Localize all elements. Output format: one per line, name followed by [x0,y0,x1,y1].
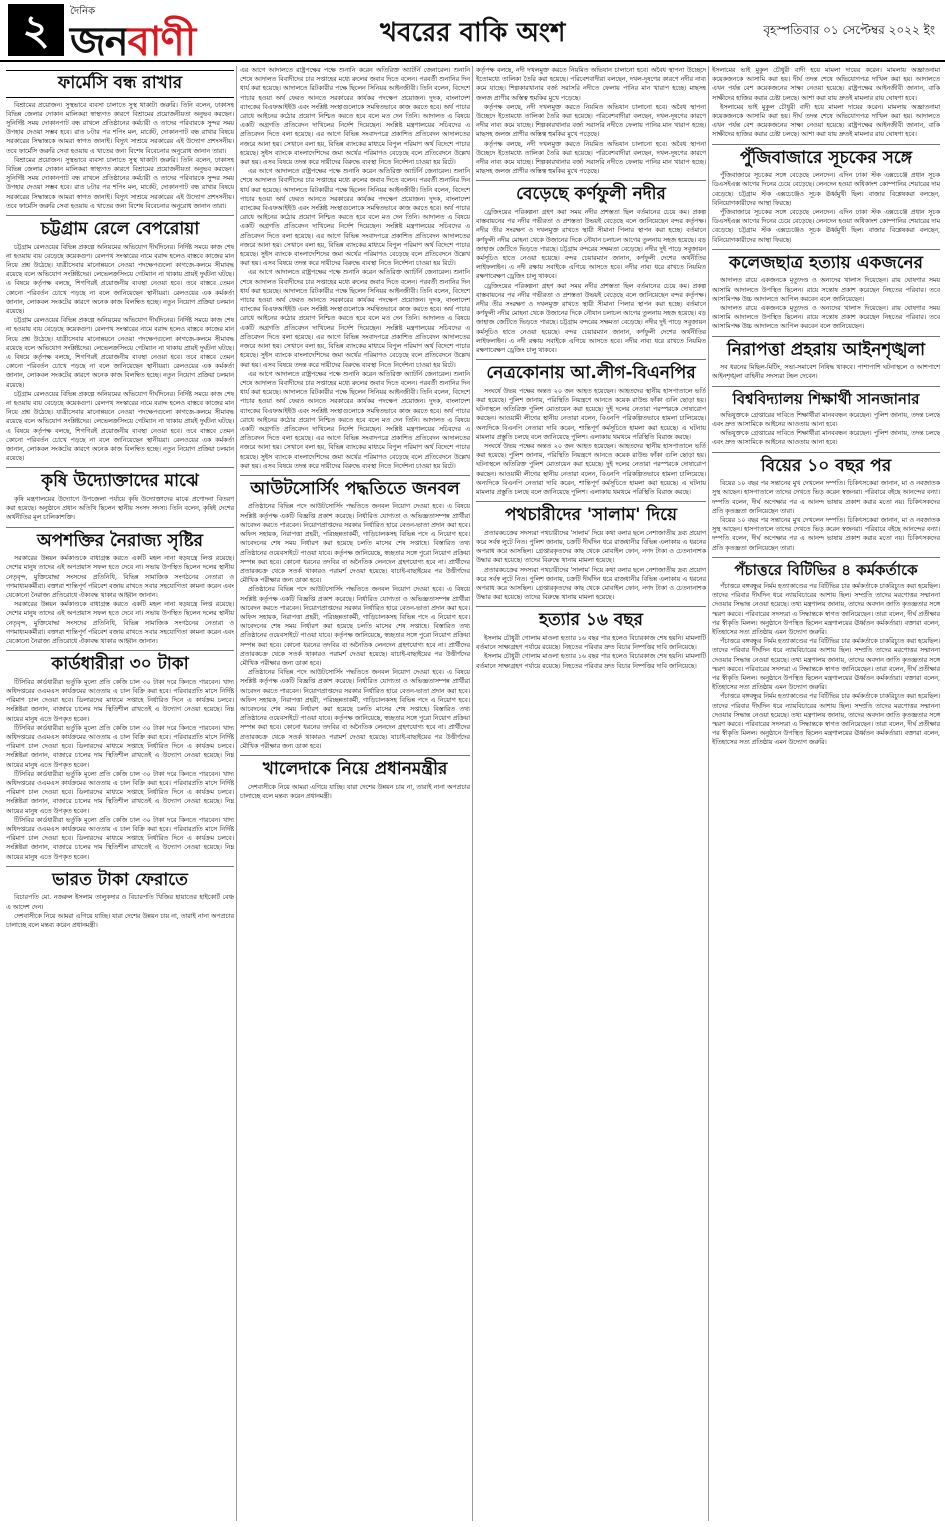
headline-security: নিরাপত্তা প্রহরায় আইনশৃঙ্খলা [726,339,926,360]
story-outsourcing [240,480,470,751]
story-text: প্রতিষ্ঠানের বিভিন্ন পদে আউটসোর্সিং পদ্ধতিতে জনবল নিয়োগ দেওয়া হবে। এ বিষয়ে সংশ্লিষ্ট কর্তৃপক্ষ একটি বিজ্ঞপ্তি প্রকাশ করেছে। নির্ধারিত যোগ্যতা ও অভিজ্ঞতাসম্পন্ন প্রার্থীরা আবেদন করতে পারবেন। নিয়োগপ্রাপ্তদের সরকার নির্ধারিত হারে বেতন-ভাতা প্রদান করা হবে। অফিস সহায়ক, নিরাপত্তা প্রহরী, পরিচ্ছন্নতাকর্মী, গাড়িচালকসহ বিভিন্ন পদে এ নিয়োগ হবে। আবেদনের শেষ সময় নির্ধারণ করা হয়েছে চলতি মাসের শেষ সপ্তাহে। বিস্তারিত তথ্য প্রতিষ্ঠানের ওয়েবসাইটে পাওয়া যাবে। কর্তৃপক্ষ জানিয়েছে, স্বচ্ছতার সঙ্গে পুরো নিয়োগ প্রক্রিয়া সম্পন্ন করা হবে। কোনো ধরনের তদবির বা অনৈতিক লেনদেন গ্রহণযোগ্য হবে না। প্রার্থীদের প্রতারকচক্র থেকে সতর্ক থাকারও পরামর্শ দেওয়া হয়েছে। যাচাই-বাছাইয়ের পর উত্তীর্ণদের মৌখিক পরীক্ষার জন্য ডাকা হবে। [240,503,470,585]
section-title: খবরের বাকি অংশ [380,18,566,48]
story-text: পঁচাত্তরে বঙ্গবন্ধুর নির্মম হত্যাকাণ্ডের পর বিটিভির চার কর্মকর্তাকে চাকরিচ্যুত করা হয়েছিল। তাদের পরিবার দীর্ঘদিন ধরে ন্যায়বিচারের আশায় ছিল। সম্প্রতি তাদের মরণোত্তর সম্মাননা দেওয়ার সিদ্ধান্ত নেওয়া হয়েছে। তথ্য মন্ত্রণালয় জানায়, তাদের অবদান জাতি কৃতজ্ঞতার সঙ্গে স্মরণ করবে। পরিবারের সদস্যরা এ সিদ্ধান্তকে স্বাগত জানিয়েছেন। তারা বলেন, দীর্ঘ প্রতীক্ষার পর স্বীকৃতি মিলল। অনুষ্ঠানে উপস্থিত ছিলেন মন্ত্রণালয়ের ঊর্ধ্বতন কর্মকর্তারা। বক্তারা বলেন, ইতিহাসের সত্য প্রতিষ্ঠায় এমন উদ্যোগ জরুরি। [712,693,940,747]
story-divider [712,386,940,387]
headline-netrokona: নেত্রকোনায় আ.লীগ-বিএনপির [486,363,696,384]
headline-ctg-rail: চট্টগ্রাম রেলে বেপরোয়া [40,218,200,239]
story-text: চট্টগ্রাম রেলওয়ের বিভিন্ন প্রকল্পে অনিয়মের অভিযোগ দীর্ঘদিনের। নির্দিষ্ট সময়ে কাজ শেষ না হওয়ায় ব্যয় বেড়েছে কয়েকগুণ। রেলপথ সংস্কারের নামে বরাদ্দ হলেও বাস্তবে কাজের মান নিয়ে প্রশ্ন উঠেছে। যাত্রীসেবার মানোন্নয়নে নেওয়া পদক্ষেপগুলো কাগজে-কলমে সীমাবদ্ধ রয়েছে বলে অভিযোগ সংশ্লিষ্টদের। লেভেলক্রসিংয়ে গেটম্যান না থাকায় প্রায়ই দুর্ঘটনা ঘটছে। এ বিষয়ে কর্তৃপক্ষ বলছে, শিগগিরই প্রয়োজনীয় ব্যবস্থা নেওয়া হবে। তবে বাস্তবে তেমন কোনো পরিবর্তন চোখে পড়ছে না বলে জানিয়েছেন স্থানীয়রা। রেলওয়ের এক কর্মকর্তা জানান, লোকবল সংকটের কারণে অনেক কাজ বিলম্বিত হচ্ছে। নতুন নিয়োগ প্রক্রিয়া চলমান রয়েছে। [6,243,234,315]
story-text: প্রতারকচক্রের সদস্যরা পথচারীদের 'সালাম' দিয়ে কথা বলার ছলে নেশাজাতীয় দ্রব্য প্রয়োগ করে সর্বস্ব লুটে নিত। পুলিশ জানায়, চক্রটি দীর্ঘদিন ধরে রাজধানীর বিভিন্ন এলাকায় এ ধরনের অপরাধ করে আসছিল। গ্রেপ্তারকৃতদের কাছ থেকে মোবাইল ফোন, নগদ টাকা ও চেতনানাশক উদ্ধার করা হয়েছে। তাদের বিরুদ্ধে থানায় মামলা হয়েছে। [476,529,706,565]
headline-student-murder: কলেজছাত্র হত্যায় একজনের [728,252,924,273]
story-text: চট্টগ্রাম রেলওয়ের বিভিন্ন প্রকল্পে অনিয়মের অভিযোগ দীর্ঘদিনের। নির্দিষ্ট সময়ে কাজ শেষ না হওয়ায় ব্যয় বেড়েছে কয়েকগুণ। রেলপথ সংস্কারের নামে বরাদ্দ হলেও বাস্তবে কাজের মান নিয়ে প্রশ্ন উঠেছে। যাত্রীসেবার মানোন্নয়নে নেওয়া পদক্ষেপগুলো কাগজে-কলমে সীমাবদ্ধ রয়েছে বলে অভিযোগ সংশ্লিষ্টদের। লেভেলক্রসিংয়ে গেটম্যান না থাকায় প্রায়ই দুর্ঘটনা ঘটছে। এ বিষয়ে কর্তৃপক্ষ বলছে, শিগগিরই প্রয়োজনীয় ব্যবস্থা নেওয়া হবে। তবে বাস্তবে তেমন কোনো পরিবর্তন চোখে পড়ছে না বলে জানিয়েছেন স্থানীয়রা। রেলওয়ের এক কর্মকর্তা জানান, লোকবল সংকটের কারণে অনেক কাজ বিলম্বিত হচ্ছে। নতুন নিয়োগ প্রক্রিয়া চলমান রয়েছে। [6,317,234,389]
column-4 [712,66,940,1521]
story-sanjana [712,391,940,448]
story-student-murder [712,254,940,332]
story-pm-khaleda [240,760,470,801]
story-card-holders [6,655,234,862]
headline-salam: পথচারীদের 'সালাম' দিয়ে [504,505,678,526]
daily-label: দৈনিক [70,6,96,17]
story-divider [476,359,706,360]
story-text: চট্টগ্রাম রেলওয়ের বিভিন্ন প্রকল্পে অনিয়মের অভিযোগ দীর্ঘদিনের। নির্দিষ্ট সময়ে কাজ শেষ না হওয়ায় ব্যয় বেড়েছে কয়েকগুণ। রেলপথ সংস্কারের নামে বরাদ্দ হলেও বাস্তবে কাজের মান নিয়ে প্রশ্ন উঠেছে। যাত্রীসেবার মানোন্নয়নে নেওয়া পদক্ষেপগুলো কাগজে-কলমে সীমাবদ্ধ রয়েছে বলে অভিযোগ সংশ্লিষ্টদের। লেভেলক্রসিংয়ে গেটম্যান না থাকায় প্রায়ই দুর্ঘটনা ঘটছে। এ বিষয়ে কর্তৃপক্ষ বলছে, শিগগিরই প্রয়োজনীয় ব্যবস্থা নেওয়া হবে। তবে বাস্তবে তেমন কোনো পরিবর্তন চোখে পড়ছে না বলে জানিয়েছেন স্থানীয়রা। রেলওয়ের এক কর্মকর্তা জানান, লোকবল সংকটের কারণে অনেক কাজ বিলম্বিত হচ্ছে। নতুন নিয়োগ প্রক্রিয়া চলমান রয়েছে। [6,390,234,463]
story-text: ইসলাম চৌধুরী গোলাম মাওলা হত্যার ১৬ বছর পার হলেও বিচারকাজ শেষ হয়নি। মামলাটি বর্তমানে সাক্ষ্যগ্রহণ পর্যায়ে রয়েছে। নিহতের পরিবার দ্রুত বিচার নিষ্পত্তির দাবি জানিয়েছে। [476,653,706,670]
story-divider [712,452,940,453]
story-divider [476,606,706,607]
column-2 [240,66,470,1521]
headline-marriage: বিয়ের ১০ বছর পর [760,455,892,476]
column-3 [476,66,706,1521]
story-text: এর আগে আদালতে রাষ্ট্রপক্ষের পক্ষে শুনানি করেন অতিরিক্ত অ্যাটর্নি জেনারেল। শুনানি শেষে আদালত বিবাদীদের চার সপ্তাহের মধ্যে রুলের জবাব দিতে বলেন। পরবর্তী শুনানির দিন ধার্য করা হয়েছে। আদালতে রিটকারীর পক্ষে ছিলেন সিনিয়র আইনজীবী। তিনি বলেন, বিদেশে পাচার হওয়া অর্থ ফেরত আনতে সরকারের কার্যকর পদক্ষেপ প্রয়োজন। দুদক, বাংলাদেশ ব্যাংকের বিএফআইইউ এবং সংশ্লিষ্ট সংস্থাগুলোকে সমন্বিতভাবে কাজ করতে হবে। অর্থ পাচার রোধে আইনের কঠোর প্রয়োগ নিশ্চিত করতে হবে বলে মত দেন তিনি। আদালত এ বিষয়ে একটি অগ্রগতি প্রতিবেদন দাখিলের নির্দেশ দিয়েছেন। সংশ্লিষ্ট মন্ত্রণালয়ের সচিবদের এ প্রতিবেদন দিতে বলা হয়েছে। এর আগে বিভিন্ন সংবাদপত্রে প্রকাশিত প্রতিবেদন আদালতের নজরে আনা হয়। সেখানে বলা হয়, বিভিন্ন ব্যাংকের মাধ্যমে বিপুল পরিমাণ অর্থ বিদেশে পাচার হয়েছে। সুইস ব্যাংকে বাংলাদেশিদের জমা অর্থের পরিমাণও বেড়েছে বলে প্রতিবেদনে উল্লেখ করা হয়। এসব বিষয়ে তদন্ত করে দায়ীদের বিরুদ্ধে ব্যবস্থা নিতে নির্দেশনা চাওয়া হয় রিটে। [240,168,470,268]
story-marriage [712,457,940,553]
story-security [712,341,940,382]
headline-pm-khaleda: খালেদাকে নিয়ে প্রধানমন্ত্রীর [262,758,448,779]
story-text: এর আগে আদালতে রাষ্ট্রপক্ষের পক্ষে শুনানি করেন অতিরিক্ত অ্যাটর্নি জেনারেল। শুনানি শেষে আদালত বিবাদীদের চার সপ্তাহের মধ্যে রুলের জবাব দিতে বলেন। পরবর্তী শুনানির দিন ধার্য করা হয়েছে। আদালতে রিটকারীর পক্ষে ছিলেন সিনিয়র আইনজীবী। তিনি বলেন, বিদেশে পাচার হওয়া অর্থ ফেরত আনতে সরকারের কার্যকর পদক্ষেপ প্রয়োজন। দুদক, বাংলাদেশ ব্যাংকের বিএফআইইউ এবং সংশ্লিষ্ট সংস্থাগুলোকে সমন্বিতভাবে কাজ করতে হবে। অর্থ পাচার রোধে আইনের কঠোর প্রয়োগ নিশ্চিত করতে হবে বলে মত দেন তিনি। আদালত এ বিষয়ে একটি অগ্রগতি প্রতিবেদন দাখিলের নির্দেশ দিয়েছেন। সংশ্লিষ্ট মন্ত্রণালয়ের সচিবদের এ প্রতিবেদন দিতে বলা হয়েছে। এর আগে বিভিন্ন সংবাদপত্রে প্রকাশিত প্রতিবেদন আদালতের নজরে আনা হয়। সেখানে বলা হয়, বিভিন্ন ব্যাংকের মাধ্যমে বিপুল পরিমাণ অর্থ বিদেশে পাচার হয়েছে। সুইস ব্যাংকে বাংলাদেশিদের জমা অর্থের পরিমাণও বেড়েছে বলে প্রতিবেদনে উল্লেখ করা হয়। এসব বিষয়ে তদন্ত করে দায়ীদের বিরুদ্ধে ব্যবস্থা নিতে নির্দেশনা চাওয়া হয় রিটে। [240,67,470,167]
story-divider [476,501,706,502]
column-divider [236,66,237,1521]
story-india-money [6,871,234,930]
story-text: দেশবাসীকে নিয়ে আমরা এগিয়ে যাচ্ছি। যারা দেশের উন্নয়ন চায় না, তারাই নানা অপপ্রচার চালাচ্ছে বলে মন্তব্য করেন প্রধানমন্ত্রী। [6,912,234,929]
story-court-continuation [240,66,470,471]
story-text: অভিযুক্তকে গ্রেপ্তারের দাবিতে শিক্ষার্থীরা মানববন্ধন করেছেন। পুলিশ জানায়, তদন্ত চলছে এবং দ্রুত আসামিকে আইনের আওতায় আনা হবে। [712,430,940,447]
story-text: কর্তৃপক্ষ বলছে, নদী দখলমুক্ত করতে নিয়মিত অভিযান চালানো হবে। অবৈধ স্থাপনা উচ্ছেদে ইতোমধ্যে তালিকা তৈরি করা হয়েছে। পরিবেশবাদীরা বলছেন, দখল-দূষণের কারণে নদীর নাব্য কমে যাচ্ছে। শিল্পকারখানার বর্জ্য সরাসরি নদীতে ফেলায় পানির মান খারাপ হচ্ছে। মাছসহ জলজ প্রাণীর অস্তিত্ব হুমকির মুখে পড়েছে। [476,140,706,176]
headline-karnaphuli: বেড়েছে কর্ণফুলী নদীর [516,184,666,205]
headline-btv: পঁচাত্তরে বিটিভির ৪ কর্মকর্তাকে [734,560,918,579]
story-stock [712,149,940,245]
story-divider [240,755,470,756]
story-continuation [476,66,706,176]
story-text: সরকারের উন্নয়ন কর্মকাণ্ডকে বাধাগ্রস্ত করতে একটি মহল নানা ষড়যন্ত্রে লিপ্ত রয়েছে। দেশের মানুষ তাদের এই অপপ্রয়াস সফল হতে দেবে না। সভায় উপস্থিত ছিলেন দলের স্থানীয় নেতৃবৃন্দ, মুক্তিযোদ্ধা সংসদের প্রতিনিধি, বিভিন্ন সামাজিক সংগঠনের নেতারা ও গণমাধ্যমকর্মীরা। বক্তারা শান্তিপূর্ণ পরিবেশ বজায় রাখতে সবার সহযোগিতা কামনা করেন এবং যেকোনো নৈরাজ্য প্রতিরোধে ঐক্যবদ্ধ থাকার আহ্বান জানান। [6,601,234,645]
story-text: বিয়ের ১০ বছর পর সন্তানের মুখ দেখলেন দম্পতি। চিকিৎসকেরা জানান, মা ও নবজাতক সুস্থ আছেন। হাসপাতালে তাদের দেখতে ভিড় করেন স্বজনরা। পরিবারে বইছে আনন্দের বন্যা। দম্পতি বলেন, দীর্ঘ অপেক্ষার পর এ আনন্দ ভাষায় প্রকাশ করার মতো নয়। চিকিৎসকদের প্রতি কৃতজ্ঞতা জানিয়েছেন তারা। [712,516,940,552]
paper-name-part-b: বাণী [127,19,196,65]
story-text: প্রতিষ্ঠানের বিভিন্ন পদে আউটসোর্সিং পদ্ধতিতে জনবল নিয়োগ দেওয়া হবে। এ বিষয়ে সংশ্লিষ্ট কর্তৃপক্ষ একটি বিজ্ঞপ্তি প্রকাশ করেছে। নির্ধারিত যোগ্যতা ও অভিজ্ঞতাসম্পন্ন প্রার্থীরা আবেদন করতে পারবেন। নিয়োগপ্রাপ্তদের সরকার নির্ধারিত হারে বেতন-ভাতা প্রদান করা হবে। অফিস সহায়ক, নিরাপত্তা প্রহরী, পরিচ্ছন্নতাকর্মী, গাড়িচালকসহ বিভিন্ন পদে এ নিয়োগ হবে। আবেদনের শেষ সময় নির্ধারণ করা হয়েছে চলতি মাসের শেষ সপ্তাহে। বিস্তারিত তথ্য প্রতিষ্ঠানের ওয়েবসাইটে পাওয়া যাবে। কর্তৃপক্ষ জানিয়েছে, স্বচ্ছতার সঙ্গে পুরো নিয়োগ প্রক্রিয়া সম্পন্ন করা হবে। কোনো ধরনের তদবির বা অনৈতিক লেনদেন গ্রহণযোগ্য হবে না। প্রার্থীদের প্রতারকচক্র থেকে সতর্ক থাকারও পরামর্শ দেওয়া হয়েছে। যাচাই-বাছাইয়ের পর উত্তীর্ণদের মৌখিক পরীক্ষার জন্য ডাকা হবে। [240,669,470,750]
column-divider [472,66,473,1521]
story-continuation [712,66,940,140]
story-text: আদালত রায়ে একজনকে মৃত্যুদণ্ড ও অন্যদের খালাস দিয়েছেন। রায় ঘোষণার সময় আসামি আদালতে উপস্থিত ছিলেন। রায়ে সন্তোষ প্রকাশ করেছেন নিহতের পরিবার। তবে আসামিপক্ষ উচ্চ আদালতে আপিল করবেন বলে জানিয়েছেন। [712,277,940,303]
story-text: ড্রেজিংয়ের পরিকল্পনা গ্রহণ করা সময় নদীর প্রশস্ততা ছিল বর্তমানের চেয়ে কম। প্রকল্প বাস্তবায়নের পর নদীর গভীরতা ও প্রশস্ততা উভয়ই বেড়েছে বলে জানিয়েছেন বন্দর কর্তৃপক্ষ। নদীর তীর সংরক্ষণ ও দখলমুক্ত রাখতে স্থায়ী সীমানা পিলার স্থাপন করা হচ্ছে। বর্তমানে কর্ণফুলী নদীর মোহনা থেকে উজানের দিকে নৌযান চলাচল আগের তুলনায় সহজ হয়েছে। বড় জাহাজ জেটিতে ভিড়তে পারছে। চট্টগ্রাম বন্দরের সক্ষমতা বেড়েছে। নদীর দুই পাড়ে সবুজায়ন কর্মসূচিও হাতে নেওয়া হয়েছে। বন্দর চেয়ারম্যান জানান, কর্ণফুলী দেশের অর্থনীতির লাইফলাইন। এ নদী রক্ষায় সবাইকে এগিয়ে আসতে হবে। নদীর নাব্য ধরে রাখতে নিয়মিত রক্ষণাবেক্ষণ ড্রেজিং চালু থাকবে। [476,208,706,281]
story-text: টিসিবির কার্ডধারীরা ভর্তুকি মূল্যে প্রতি কেজি চাল ৩০ টাকা দরে কিনতে পারবেন। খাদ্য অধিদপ্তরের ওএমএস কার্যক্রমের আওতায় এ চাল বিক্রি করা হবে। পরিবারপ্রতি মাসে নির্দিষ্ট পরিমাণ চাল দেওয়া হবে। ডিলারদের মাধ্যমে সপ্তাহে নির্ধারিত দিনে এ কার্যক্রম চলবে। সংশ্লিষ্টরা জানান, বাজারে চালের দাম স্থিতিশীল রাখতেই এ উদ্যোগ নেওয়া হয়েছে। নিম্ন আয়ের মানুষ এতে উপকৃত হবেন। [6,770,234,815]
story-text: সংঘর্ষে উভয় পক্ষের অন্তত ২০ জন আহত হয়েছেন। আহতদের স্থানীয় হাসপাতালে ভর্তি করা হয়েছে। পুলিশ জানায়, পরিস্থিতি নিয়ন্ত্রণে আনতে কয়েক রাউন্ড ফাঁকা গুলি ছোড়া হয়। ঘটনাস্থলে অতিরিক্ত পুলিশ মোতায়েন করা হয়েছে। দুই দলের নেতারা পরস্পরকে দোষারোপ করছেন। আওয়ামী লীগের স্থানীয় নেতারা বলেন, বিএনপি পরিকল্পিতভাবে হামলা চালিয়েছে। অন্যদিকে বিএনপি নেতারা দাবি করেন, শান্তিপূর্ণ কর্মসূচিতে হামলা করা হয়েছে। এ ঘটনায় মামলার প্রস্তুতি চলছে বলে জানিয়েছে পুলিশ। এলাকায় থমথমে পরিস্থিতি বিরাজ করছে। [476,443,706,497]
story-text: টিসিবির কার্ডধারীরা ভর্তুকি মূল্যে প্রতি কেজি চাল ৩০ টাকা দরে কিনতে পারবেন। খাদ্য অধিদপ্তরের ওএমএস কার্যক্রমের আওতায় এ চাল বিক্রি করা হবে। পরিবারপ্রতি মাসে নির্দিষ্ট পরিমাণ চাল দেওয়া হবে। ডিলারদের মাধ্যমে সপ্তাহে নির্ধারিত দিনে এ কার্যক্রম চলবে। সংশ্লিষ্টরা জানান, বাজারে চালের দাম স্থিতিশীল রাখতেই এ উদ্যোগ নেওয়া হয়েছে। নিম্ন আয়ের মানুষ এতে উপকৃত হবেন। [6,724,234,769]
story-text: বিশ্রামের প্রয়োজন। সুস্থভাবে ব্যবসা চালাতে সুস্থ থাকাটা জরুরি। তিনি বলেন, ঢাকাসহ বিভিন্ন জেলার দোকান মালিকরা স্বাস্থ্যগত কারণে বিশ্রামের প্রয়োজনীয়তা অনুভব করছেন। সুনির্দিষ্ট সময় দোকানপাট বন্ধ রাখলে প্রতিষ্ঠানের কর্মচারী ও তাদের পরিবারকে সুন্দর সময় উপহার দেওয়া সম্ভব হবে। রাত ৮টার পর শপিং মল, মার্কেট, দোকানপাট বন্ধ রাখার বিষয়ে সরকারের সিদ্ধান্তকে আমরা স্বাগত জানাই। বিদ্যুৎ সাশ্রয়ে সরকারের এই উদ্যোগ প্রশংসনীয়। তবে ফার্মেসি জরুরি সেবা হওয়ায় এ খাতের জন্য বিশেষ বিবেচনার অনুরোধ জানান তারা। [6,101,234,155]
story-divider [476,180,706,181]
paper-name-part-a: জন [70,19,128,65]
story-divider [240,475,470,476]
story-text: বিচারপতি মো. নজরুল ইসলাম তালুকদার ও বিচারপতি খিজির হায়াতের হাইকোর্ট বেঞ্চ এ আদেশ দেন। [6,894,234,911]
story-btv [712,562,940,748]
story-divider [6,866,234,867]
story-divider [6,650,234,651]
story-murder-16 [476,611,706,670]
story-divider [712,144,940,145]
headline-stock: পুঁজিবাজারে সূচকের সঙ্গে [740,147,912,168]
story-text: পঁচাত্তরে বঙ্গবন্ধুর নির্মম হত্যাকাণ্ডের পর বিটিভির চার কর্মকর্তাকে চাকরিচ্যুত করা হয়েছিল। তাদের পরিবার দীর্ঘদিন ধরে ন্যায়বিচারের আশায় ছিল। সম্প্রতি তাদের মরণোত্তর সম্মাননা দেওয়ার সিদ্ধান্ত নেওয়া হয়েছে। তথ্য মন্ত্রণালয় জানায়, তাদের অবদান জাতি কৃতজ্ঞতার সঙ্গে স্মরণ করবে। পরিবারের সদস্যরা এ সিদ্ধান্তকে স্বাগত জানিয়েছেন। তারা বলেন, দীর্ঘ প্রতীক্ষার পর স্বীকৃতি মিলল। অনুষ্ঠানে উপস্থিত ছিলেন মন্ত্রণালয়ের ঊর্ধ্বতন কর্মকর্তারা। বক্তারা বলেন, ইতিহাসের সত্য প্রতিষ্ঠায় এমন উদ্যোগ জরুরি। [712,638,940,692]
headline-pharmacy: ফার্মেসি বন্ধ রাখার [6,70,234,98]
story-text: টিসিবির কার্ডধারীরা ভর্তুকি মূল্যে প্রতি কেজি চাল ৩০ টাকা দরে কিনতে পারবেন। খাদ্য অধিদপ্তরের ওএমএস কার্যক্রমের আওতায় এ চাল বিক্রি করা হবে। পরিবারপ্রতি মাসে নির্দিষ্ট পরিমাণ চাল দেওয়া হবে। ডিলারদের মাধ্যমে সপ্তাহে নির্ধারিত দিনে এ কার্যক্রম চলবে। সংশ্লিষ্টরা জানান, বাজারে চালের দাম স্থিতিশীল রাখতেই এ উদ্যোগ নেওয়া হয়েছে। নিম্ন আয়ের মানুষ এতে উপকৃত হবেন। [6,816,234,861]
story-text: ইসলামের ভাই মুকুল চৌধুরী বাদী হয়ে মামলা দায়ের করেন। মামলায় অজ্ঞাতনামা কয়েকজনকে আসামি করা হয়। দীর্ঘ তদন্ত শেষে অভিযোগপত্র দাখিল করা হয়। আদালতে এখন পর্যন্ত বেশ কয়েকজনের সাক্ষ্য নেওয়া হয়েছে। রাষ্ট্রপক্ষের আইনজীবী জানান, বাকি সাক্ষীদের হাজির করার চেষ্টা চলছে। আশা করা যায় দ্রুতই মামলার রায় ঘোষণা হবে। [712,103,940,139]
story-salam [476,506,706,602]
story-ctg-rail [6,220,234,463]
story-text: কর্তৃপক্ষ বলছে, নদী দখলমুক্ত করতে নিয়মিত অভিযান চালানো হবে। অবৈধ স্থাপনা উচ্ছেদে ইতোমধ্যে তালিকা তৈরি করা হয়েছে। পরিবেশবাদীরা বলছেন, দখল-দূষণের কারণে নদীর নাব্য কমে যাচ্ছে। শিল্পকারখানার বর্জ্য সরাসরি নদীতে ফেলায় পানির মান খারাপ হচ্ছে। মাছসহ জলজ প্রাণীর অস্তিত্ব হুমকির মুখে পড়েছে। [476,67,706,102]
issue-date: বৃহস্পতিবার ০১ সেপ্টেম্বর ২০২২ ইং [763,23,935,37]
story-text: সংঘর্ষে উভয় পক্ষের অন্তত ২০ জন আহত হয়েছেন। আহতদের স্থানীয় হাসপাতালে ভর্তি করা হয়েছে। পুলিশ জানায়, পরিস্থিতি নিয়ন্ত্রণে আনতে কয়েক রাউন্ড ফাঁকা গুলি ছোড়া হয়। ঘটনাস্থলে অতিরিক্ত পুলিশ মোতায়েন করা হয়েছে। দুই দলের নেতারা পরস্পরকে দোষারোপ করছেন। আওয়ামী লীগের স্থানীয় নেতারা বলেন, বিএনপি পরিকল্পিতভাবে হামলা চালিয়েছে। অন্যদিকে বিএনপি নেতারা দাবি করেন, শান্তিপূর্ণ কর্মসূচিতে হামলা করা হয়েছে। এ ঘটনায় মামলার প্রস্তুতি চলছে বলে জানিয়েছে পুলিশ। এলাকায় থমথমে পরিস্থিতি বিরাজ করছে। [476,387,706,441]
story-text: প্রতারকচক্রের সদস্যরা পথচারীদের 'সালাম' দিয়ে কথা বলার ছলে নেশাজাতীয় দ্রব্য প্রয়োগ করে সর্বস্ব লুটে নিত। পুলিশ জানায়, চক্রটি দীর্ঘদিন ধরে রাজধানীর বিভিন্ন এলাকায় এ ধরনের অপরাধ করে আসছিল। গ্রেপ্তারকৃতদের কাছ থেকে মোবাইল ফোন, নগদ টাকা ও চেতনানাশক উদ্ধার করা হয়েছে। তাদের বিরুদ্ধে থানায় মামলা হয়েছে। [476,566,706,602]
story-text: এর আগে আদালতে রাষ্ট্রপক্ষের পক্ষে শুনানি করেন অতিরিক্ত অ্যাটর্নি জেনারেল। শুনানি শেষে আদালত বিবাদীদের চার সপ্তাহের মধ্যে রুলের জবাব দিতে বলেন। পরবর্তী শুনানির দিন ধার্য করা হয়েছে। আদালতে রিটকারীর পক্ষে ছিলেন সিনিয়র আইনজীবী। তিনি বলেন, বিদেশে পাচার হওয়া অর্থ ফেরত আনতে সরকারের কার্যকর পদক্ষেপ প্রয়োজন। দুদক, বাংলাদেশ ব্যাংকের বিএফআইইউ এবং সংশ্লিষ্ট সংস্থাগুলোকে সমন্বিতভাবে কাজ করতে হবে। অর্থ পাচার রোধে আইনের কঠোর প্রয়োগ নিশ্চিত করতে হবে বলে মত দেন তিনি। আদালত এ বিষয়ে একটি অগ্রগতি প্রতিবেদন দাখিলের নির্দেশ দিয়েছেন। সংশ্লিষ্ট মন্ত্রণালয়ের সচিবদের এ প্রতিবেদন দিতে বলা হয়েছে। এর আগে বিভিন্ন সংবাদপত্রে প্রকাশিত প্রতিবেদন আদালতের নজরে আনা হয়। সেখানে বলা হয়, বিভিন্ন ব্যাংকের মাধ্যমে বিপুল পরিমাণ অর্থ বিদেশে পাচার হয়েছে। সুইস ব্যাংকে বাংলাদেশিদের জমা অর্থের পরিমাণও বেড়েছে বলে প্রতিবেদনে উল্লেখ করা হয়। এসব বিষয়ে তদন্ত করে দায়ীদের বিরুদ্ধে ব্যবস্থা নিতে নির্দেশনা চাওয়া হয় রিটে। [240,269,470,369]
story-text: অভিযুক্তকে গ্রেপ্তারের দাবিতে শিক্ষার্থীরা মানববন্ধন করেছেন। পুলিশ জানায়, তদন্ত চলছে এবং দ্রুত আসামিকে আইনের আওতায় আনা হবে। [712,411,940,428]
story-divider [712,336,940,337]
story-divider [6,467,234,468]
story-text: সব ধরনের মিছিল-মিটিং, সভা-সমাবেশ নিষিদ্ধ থাকবে। পাশাপাশি ঘটনাস্থলে ও আশপাশে আইনশৃঙ্খলা বাহিনীর সদস্যরা টহল দেবেন। [712,364,940,381]
story-divider [712,249,940,250]
story-text: প্রতিষ্ঠানের বিভিন্ন পদে আউটসোর্সিং পদ্ধতিতে জনবল নিয়োগ দেওয়া হবে। এ বিষয়ে সংশ্লিষ্ট কর্তৃপক্ষ একটি বিজ্ঞপ্তি প্রকাশ করেছে। নির্ধারিত যোগ্যতা ও অভিজ্ঞতাসম্পন্ন প্রার্থীরা আবেদন করতে পারবেন। নিয়োগপ্রাপ্তদের সরকার নির্ধারিত হারে বেতন-ভাতা প্রদান করা হবে। অফিস সহায়ক, নিরাপত্তা প্রহরী, পরিচ্ছন্নতাকর্মী, গাড়িচালকসহ বিভিন্ন পদে এ নিয়োগ হবে। আবেদনের শেষ সময় নির্ধারণ করা হয়েছে চলতি মাসের শেষ সপ্তাহে। বিস্তারিত তথ্য প্রতিষ্ঠানের ওয়েবসাইটে পাওয়া যাবে। কর্তৃপক্ষ জানিয়েছে, স্বচ্ছতার সঙ্গে পুরো নিয়োগ প্রক্রিয়া সম্পন্ন করা হবে। কোনো ধরনের তদবির বা অনৈতিক লেনদেন গ্রহণযোগ্য হবে না। প্রার্থীদের প্রতারকচক্র থেকে সতর্ক থাকারও পরামর্শ দেওয়া হয়েছে। যাচাই-বাছাইয়ের পর উত্তীর্ণদের মৌখিক পরীক্ষার জন্য ডাকা হবে। [240,586,470,667]
story-pharmacy [6,70,234,211]
story-text: এর আগে আদালতে রাষ্ট্রপক্ষের পক্ষে শুনানি করেন অতিরিক্ত অ্যাটর্নি জেনারেল। শুনানি শেষে আদালত বিবাদীদের চার সপ্তাহের মধ্যে রুলের জবাব দিতে বলেন। পরবর্তী শুনানির দিন ধার্য করা হয়েছে। আদালতে রিটকারীর পক্ষে ছিলেন সিনিয়র আইনজীবী। তিনি বলেন, বিদেশে পাচার হওয়া অর্থ ফেরত আনতে সরকারের কার্যকর পদক্ষেপ প্রয়োজন। দুদক, বাংলাদেশ ব্যাংকের বিএফআইইউ এবং সংশ্লিষ্ট সংস্থাগুলোকে সমন্বিতভাবে কাজ করতে হবে। অর্থ পাচার রোধে আইনের কঠোর প্রয়োগ নিশ্চিত করতে হবে বলে মত দেন তিনি। আদালত এ বিষয়ে একটি অগ্রগতি প্রতিবেদন দাখিলের নির্দেশ দিয়েছেন। সংশ্লিষ্ট মন্ত্রণালয়ের সচিবদের এ প্রতিবেদন দিতে বলা হয়েছে। এর আগে বিভিন্ন সংবাদপত্রে প্রকাশিত প্রতিবেদন আদালতের নজরে আনা হয়। সেখানে বলা হয়, বিভিন্ন ব্যাংকের মাধ্যমে বিপুল পরিমাণ অর্থ বিদেশে পাচার হয়েছে। সুইস ব্যাংকে বাংলাদেশিদের জমা অর্থের পরিমাণও বেড়েছে বলে প্রতিবেদনে উল্লেখ করা হয়। এসব বিষয়ে তদন্ত করে দায়ীদের বিরুদ্ধে ব্যবস্থা নিতে নির্দেশনা চাওয়া হয় রিটে। [240,370,470,470]
story-text: পঁচাত্তরে বঙ্গবন্ধুর নির্মম হত্যাকাণ্ডের পর বিটিভির চার কর্মকর্তাকে চাকরিচ্যুত করা হয়েছিল। তাদের পরিবার দীর্ঘদিন ধরে ন্যায়বিচারের আশায় ছিল। সম্প্রতি তাদের মরণোত্তর সম্মাননা দেওয়ার সিদ্ধান্ত নেওয়া হয়েছে। তথ্য মন্ত্রণালয় জানায়, তাদের অবদান জাতি কৃতজ্ঞতার সঙ্গে স্মরণ করবে। পরিবারের সদস্যরা এ সিদ্ধান্তকে স্বাগত জানিয়েছেন। তারা বলেন, দীর্ঘ প্রতীক্ষার পর স্বীকৃতি মিলল। অনুষ্ঠানে উপস্থিত ছিলেন মন্ত্রণালয়ের ঊর্ধ্বতন কর্মকর্তারা। বক্তারা বলেন, ইতিহাসের সত্য প্রতিষ্ঠায় এমন উদ্যোগ জরুরি। [712,583,940,637]
story-text: বিয়ের ১০ বছর পর সন্তানের মুখ দেখলেন দম্পতি। চিকিৎসকেরা জানান, মা ও নবজাতক সুস্থ আছেন। হাসপাতালে তাদের দেখতে ভিড় করেন স্বজনরা। পরিবারে বইছে আনন্দের বন্যা। দম্পতি বলেন, দীর্ঘ অপেক্ষার পর এ আনন্দ ভাষায় প্রকাশ করার মতো নয়। চিকিৎসকদের প্রতি কৃতজ্ঞতা জানিয়েছেন তারা। [712,480,940,515]
story-text: পুঁজিবাজারে সূচকের সঙ্গে বেড়েছে লেনদেন। এদিন ঢাকা স্টক এক্সচেঞ্জে প্রধান সূচক ডিএসইএক্স আগের দিনের চেয়ে বেড়েছে। লেনদেন হওয়া অধিকাংশ কোম্পানির শেয়ারের দাম বেড়েছে। চট্টগ্রাম স্টক এক্সচেঞ্জেও সূচক ঊর্ধ্বমুখী ছিল। বাজার বিশ্লেষকরা বলছেন, বিনিয়োগকারীদের আস্থা ফিরছে। [712,172,940,207]
headline-agri: কৃষি উদ্যোক্তাদের মাঝে [41,471,199,492]
story-karnaphuli [476,185,706,355]
story-anarchy [6,532,234,647]
story-text: সরকারের উন্নয়ন কর্মকাণ্ডকে বাধাগ্রস্ত করতে একটি মহল নানা ষড়যন্ত্রে লিপ্ত রয়েছে। দেশের মানুষ তাদের এই অপপ্রয়াস সফল হতে দেবে না। সভায় উপস্থিত ছিলেন দলের স্থানীয় নেতৃবৃন্দ, মুক্তিযোদ্ধা সংসদের প্রতিনিধি, বিভিন্ন সামাজিক সংগঠনের নেতারা ও গণমাধ্যমকর্মীরা। বক্তারা শান্তিপূর্ণ পরিবেশ বজায় রাখতে সবার সহযোগিতা কামনা করেন এবং যেকোনো নৈরাজ্য প্রতিরোধে ঐক্যবদ্ধ থাকার আহ্বান জানান। [6,555,234,599]
story-text: আদালত রায়ে একজনকে মৃত্যুদণ্ড ও অন্যদের খালাস দিয়েছেন। রায় ঘোষণার সময় আসামি আদালতে উপস্থিত ছিলেন। রায়ে সন্তোষ প্রকাশ করেছেন নিহতের পরিবার। তবে আসামিপক্ষ উচ্চ আদালতে আপিল করবেন বলে জানিয়েছেন। [712,304,940,331]
headline-anarchy: অপশক্তির নৈরাজ্য সৃষ্টির [37,530,203,551]
masthead [0,0,945,65]
headline-murder-16: হত্যার ১৬ বছর [539,610,643,631]
page-number: ২ [8,4,64,56]
story-netrokona [476,364,706,497]
headline-outsourcing: আউটসোর্সিং পদ্ধতিতে জনবল [250,478,460,499]
story-text: দেশবাসীকে নিয়ে আমরা এগিয়ে যাচ্ছি। যারা দেশের উন্নয়ন চায় না, তারাই নানা অপপ্রচার চালাচ্ছে বলে মন্তব্য করেন প্রধানমন্ত্রী। [240,783,470,800]
story-text: ইসলাম চৌধুরী গোলাম মাওলা হত্যার ১৬ বছর পার হলেও বিচারকাজ শেষ হয়নি। মামলাটি বর্তমানে সাক্ষ্যগ্রহণ পর্যায়ে রয়েছে। নিহতের পরিবার দ্রুত বিচার নিষ্পত্তির দাবি জানিয়েছে। [476,634,706,652]
story-divider [6,215,234,216]
headline-india-money: ভারত টাকা ফেরাতে [52,869,188,890]
headline-card-holders: কার্ডধারীরা ৩০ টাকা [51,654,189,675]
story-text: টিসিবির কার্ডধারীরা ভর্তুকি মূল্যে প্রতি কেজি চাল ৩০ টাকা দরে কিনতে পারবেন। খাদ্য অধিদপ্তরের ওএমএস কার্যক্রমের আওতায় এ চাল বিক্রি করা হবে। পরিবারপ্রতি মাসে নির্দিষ্ট পরিমাণ চাল দেওয়া হবে। ডিলারদের মাধ্যমে সপ্তাহে নির্ধারিত দিনে এ কার্যক্রম চলবে। সংশ্লিষ্টরা জানান, বাজারে চালের দাম স্থিতিশীল রাখতেই এ উদ্যোগ নেওয়া হয়েছে। নিম্ন আয়ের মানুষ এতে উপকৃত হবেন। [6,678,234,723]
story-divider [6,527,234,528]
story-text: কৃষি মন্ত্রণালয়ের উদ্যোগে উপজেলা পর্যায়ে কৃষি উদ্যোক্তাদের মাঝে প্রণোদনা বিতরণ করা হয়েছে। অনুষ্ঠানে প্রধান অতিথি ছিলেন স্থানীয় সংসদ সদস্য। তিনি বলেন, কৃষিই দেশের অর্থনীতির মূল চালিকাশক্তি। [6,495,234,522]
headline-sanjana: বিশ্ববিদ্যালয় শিক্ষার্থী সানজানার [732,389,920,408]
column-1 [6,66,234,1521]
story-agri [6,472,234,522]
story-divider [712,557,940,558]
column-divider [708,66,709,1521]
story-text: পুঁজিবাজারে সূচকের সঙ্গে বেড়েছে লেনদেন। এদিন ঢাকা স্টক এক্সচেঞ্জে প্রধান সূচক ডিএসইএক্স আগের দিনের চেয়ে বেড়েছে। লেনদেন হওয়া অধিকাংশ কোম্পানির শেয়ারের দাম বেড়েছে। চট্টগ্রাম স্টক এক্সচেঞ্জেও সূচক ঊর্ধ্বমুখী ছিল। বাজার বিশ্লেষকরা বলছেন, বিনিয়োগকারীদের আস্থা ফিরছে। [712,208,940,244]
story-text: বিশ্রামের প্রয়োজন। সুস্থভাবে ব্যবসা চালাতে সুস্থ থাকাটা জরুরি। তিনি বলেন, ঢাকাসহ বিভিন্ন জেলার দোকান মালিকরা স্বাস্থ্যগত কারণে বিশ্রামের প্রয়োজনীয়তা অনুভব করছেন। সুনির্দিষ্ট সময় দোকানপাট বন্ধ রাখলে প্রতিষ্ঠানের কর্মচারী ও তাদের পরিবারকে সুন্দর সময় উপহার দেওয়া সম্ভব হবে। রাত ৮টার পর শপিং মল, মার্কেট, দোকানপাট বন্ধ রাখার বিষয়ে সরকারের সিদ্ধান্তকে আমরা স্বাগত জানাই। বিদ্যুৎ সাশ্রয়ে সরকারের এই উদ্যোগ প্রশংসনীয়। তবে ফার্মেসি জরুরি সেবা হওয়ায় এ খাতের জন্য বিশেষ বিবেচনার অনুরোধ জানান তারা। [6,156,234,210]
story-text: কর্তৃপক্ষ বলছে, নদী দখলমুক্ত করতে নিয়মিত অভিযান চালানো হবে। অবৈধ স্থাপনা উচ্ছেদে ইতোমধ্যে তালিকা তৈরি করা হয়েছে। পরিবেশবাদীরা বলছেন, দখল-দূষণের কারণে নদীর নাব্য কমে যাচ্ছে। শিল্পকারখানার বর্জ্য সরাসরি নদীতে ফেলায় পানির মান খারাপ হচ্ছে। মাছসহ জলজ প্রাণীর অস্তিত্ব হুমকির মুখে পড়েছে। [476,103,706,139]
story-text: ইসলামের ভাই মুকুল চৌধুরী বাদী হয়ে মামলা দায়ের করেন। মামলায় অজ্ঞাতনামা কয়েকজনকে আসামি করা হয়। দীর্ঘ তদন্ত শেষে অভিযোগপত্র দাখিল করা হয়। আদালতে এখন পর্যন্ত বেশ কয়েকজনের সাক্ষ্য নেওয়া হয়েছে। রাষ্ট্রপক্ষের আইনজীবী জানান, বাকি সাক্ষীদের হাজির করার চেষ্টা চলছে। আশা করা যায় দ্রুতই মামলার রায় ঘোষণা হবে। [712,67,940,102]
story-text: ড্রেজিংয়ের পরিকল্পনা গ্রহণ করা সময় নদীর প্রশস্ততা ছিল বর্তমানের চেয়ে কম। প্রকল্প বাস্তবায়নের পর নদীর গভীরতা ও প্রশস্ততা উভয়ই বেড়েছে বলে জানিয়েছেন বন্দর কর্তৃপক্ষ। নদীর তীর সংরক্ষণ ও দখলমুক্ত রাখতে স্থায়ী সীমানা পিলার স্থাপন করা হচ্ছে। বর্তমানে কর্ণফুলী নদীর মোহনা থেকে উজানের দিকে নৌযান চলাচল আগের তুলনায় সহজ হয়েছে। বড় জাহাজ জেটিতে ভিড়তে পারছে। চট্টগ্রাম বন্দরের সক্ষমতা বেড়েছে। নদীর দুই পাড়ে সবুজায়ন কর্মসূচিও হাতে নেওয়া হয়েছে। বন্দর চেয়ারম্যান জানান, কর্ণফুলী দেশের অর্থনীতির লাইফলাইন। এ নদী রক্ষায় সবাইকে এগিয়ে আসতে হবে। নদীর নাব্য ধরে রাখতে নিয়মিত রক্ষণাবেক্ষণ ড্রেজিং চালু থাকবে। [476,282,706,355]
